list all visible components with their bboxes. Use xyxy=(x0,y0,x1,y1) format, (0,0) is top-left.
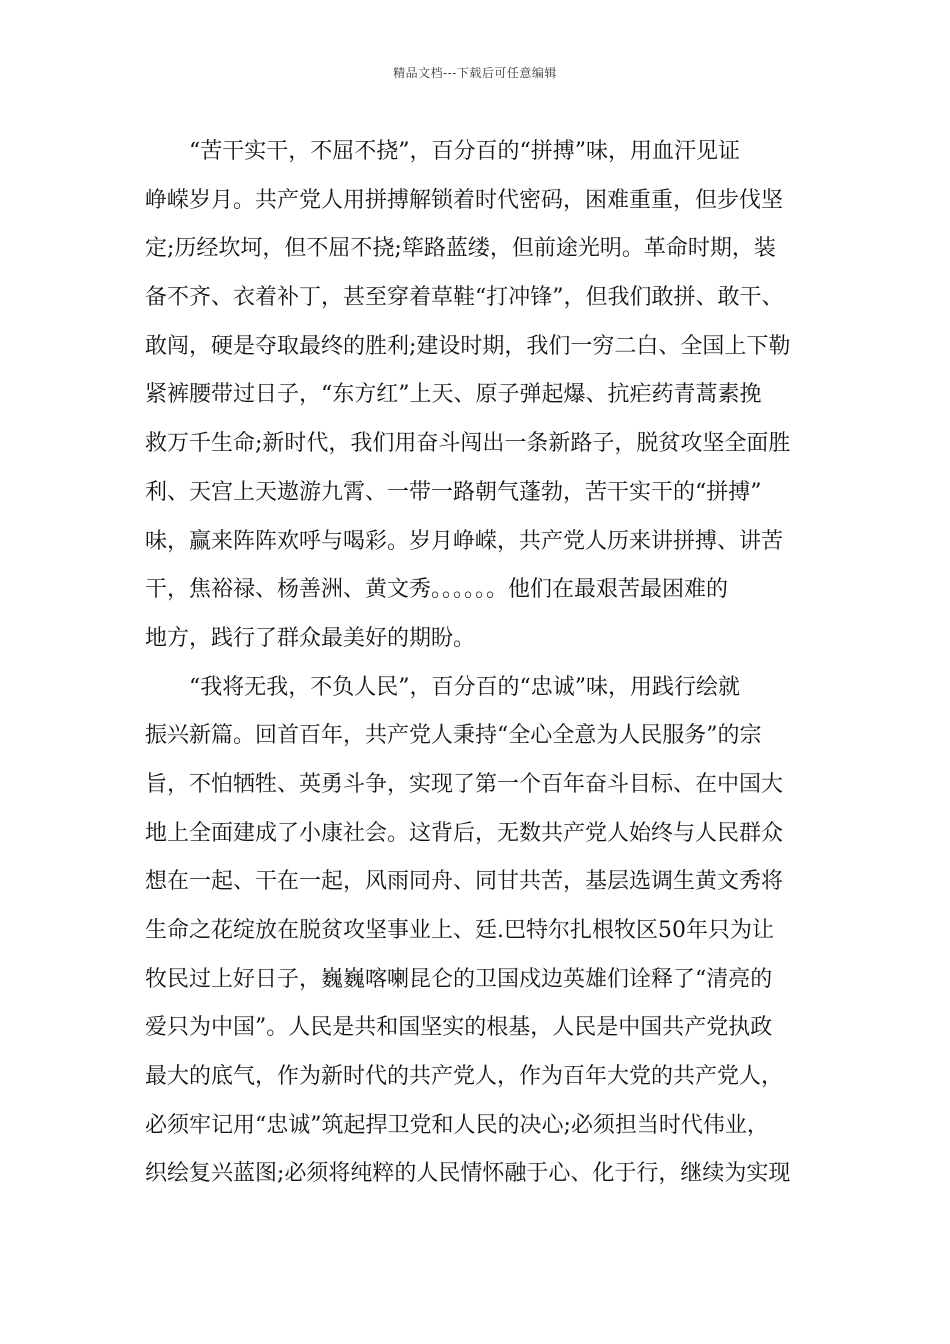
text-line: 地上全面建成了小康社会。这背后，无数共产党人始终与人民群众 xyxy=(145,820,784,846)
text-line: 定;历经坎坷，但不屈不挠;筚路蓝缕，但前途光明。革命时期，装 xyxy=(145,236,776,262)
text-line: “我将无我，不负人民”，百分百的“忠诚”味，用践行绘就 xyxy=(145,674,740,700)
text-line: 牧民过上好日子，巍巍喀喇昆仑的卫国戍边英雄们诠释了“清亮的 xyxy=(145,966,773,992)
text-line: 备不齐、衣着补丁，甚至穿着草鞋“打冲锋”，但我们敢拼、敢干、 xyxy=(145,285,784,311)
text-line: 味，赢来阵阵欢呼与喝彩。岁月峥嵘，共产党人历来讲拼搏、讲苦 xyxy=(145,528,784,554)
text-line: “苦干实干，不屈不挠”，百分百的“拼搏”味，用血汗见证 xyxy=(145,139,740,164)
text-line: 紧裤腰带过日子，“东方红”上天、原子弹起爆、抗疟药青蒿素挽 xyxy=(145,382,762,408)
page-header: 精品文档---下载后可任意编辑 xyxy=(393,66,557,80)
text-line: 干，焦裕禄、杨善洲、黄文秀。。。。。。他们在最艰苦最困难的 xyxy=(145,577,729,603)
text-line: 生命之花绽放在脱贫攻坚事业上、廷.巴特尔扎根牧区50年只为让 xyxy=(145,918,774,943)
text-line: 利、天宫上天遨游九霄、一带一路朝气蓬勃，苦干实干的“拼搏” xyxy=(145,479,762,505)
text-line: 织绘复兴蓝图;必须将纯粹的人民情怀融于心、化于行，继续为实现 xyxy=(145,1161,791,1187)
text-line: 敢闯，硬是夺取最终的胜利;建设时期，我们一穷二白、全国上下勒 xyxy=(145,333,791,359)
text-line: 地方，践行了群众最美好的期盼。 xyxy=(145,625,476,651)
text-line: 必须牢记用“忠诚”筑起捍卫党和人民的决心;必须担当时代伟业， xyxy=(145,1112,769,1138)
text-line: 最大的底气，作为新时代的共产党人，作为百年大党的共产党人， xyxy=(145,1064,784,1090)
text-line: 旨，不怕牺牲、英勇斗争，实现了第一个百年奋斗目标、在中国大 xyxy=(145,771,784,797)
text-line: 峥嵘岁月。共产党人用拼搏解锁着时代密码，困难重重，但步伐坚 xyxy=(145,187,784,213)
text-line: 振兴新篇。回首百年，共产党人秉持“全心全意为人民服务”的宗 xyxy=(145,723,762,749)
text-line: 救万千生命;新时代，我们用奋斗闯出一条新路子，脱贫攻坚全面胜 xyxy=(145,431,791,457)
body-text xyxy=(145,128,825,1199)
text-line: 爱只为中国”。人民是共和国坚实的根基，人民是中国共产党执政 xyxy=(145,1015,773,1041)
text-line: 想在一起、干在一起，风雨同舟、同甘共苦，基层选调生黄文秀将 xyxy=(145,869,784,895)
